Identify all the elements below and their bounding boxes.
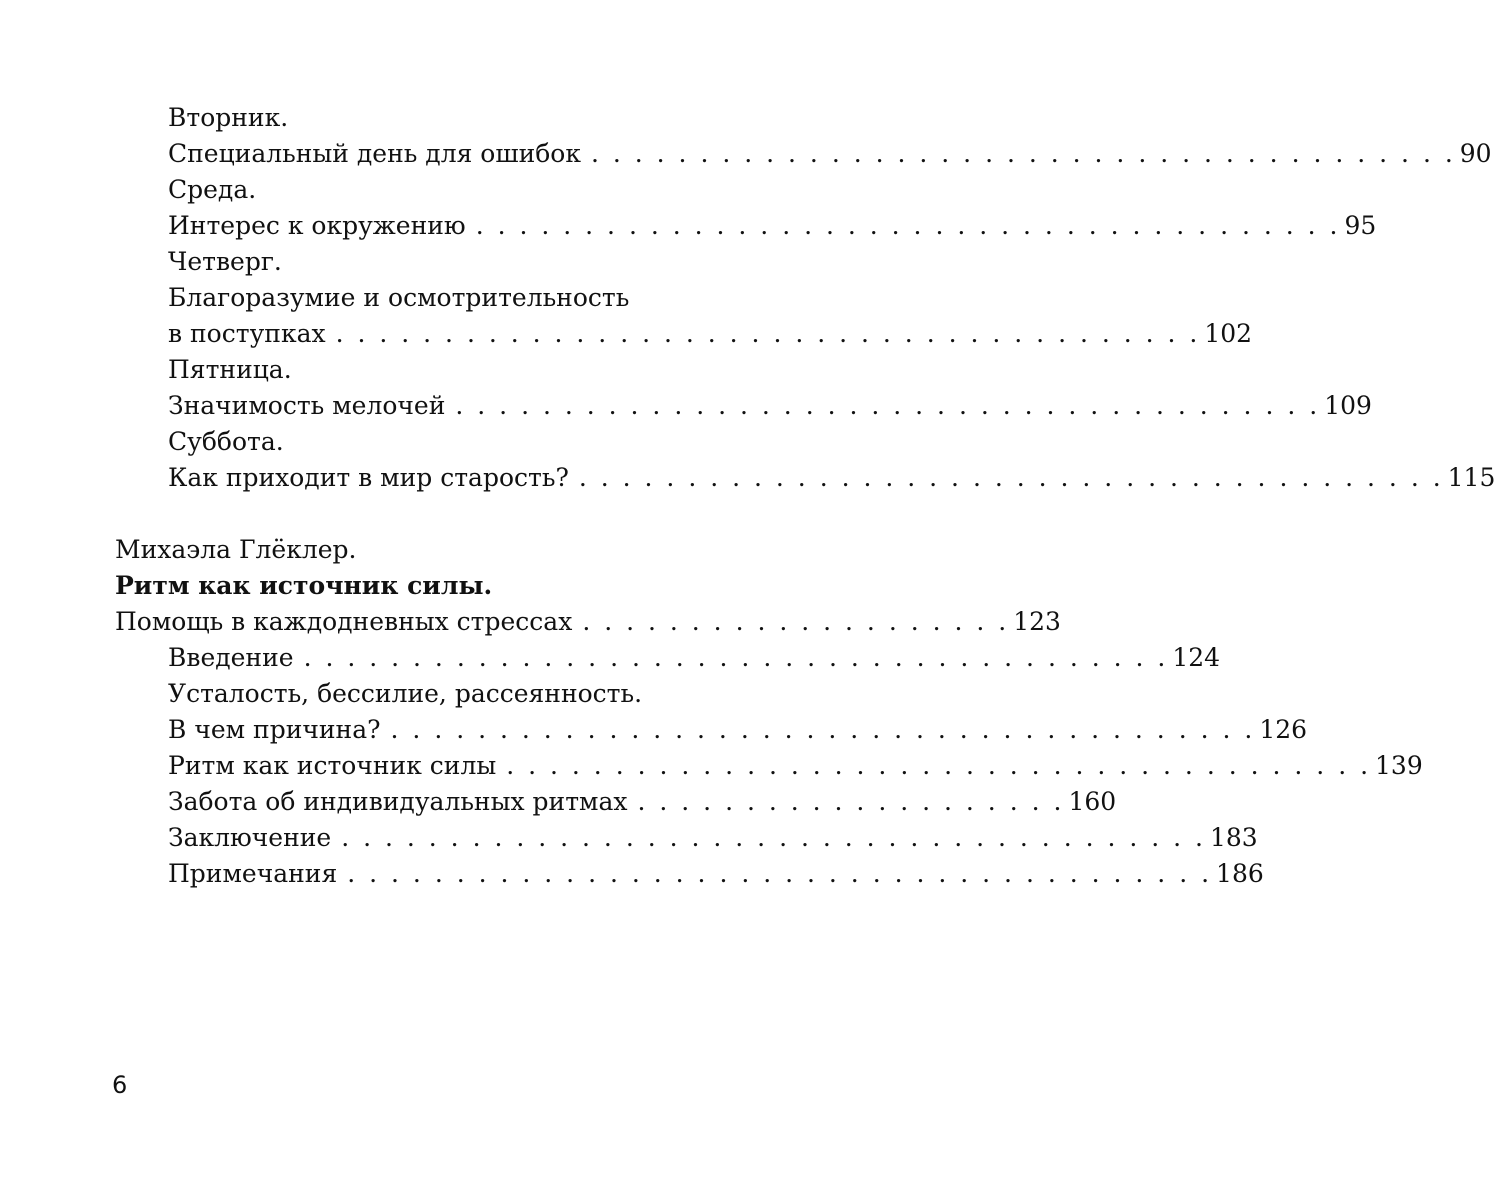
toc-leader-dots: . . . . . . . . . . . . . . . . . . . . . . . . . . . . . . . . . . . . . . . . [335,319,1201,348]
toc-entry-wednesday-heading [168,172,714,208]
toc-entry-text: Введение [168,643,294,672]
toc-entry-text: Вторник. [168,103,289,132]
toc-leader-dots: . . . . . . . . . . . . . . . . . . . . . . . . . . . . . . . . . . . . . . . . [341,823,1206,852]
toc-entry-text: Четверг. [168,247,282,276]
toc-entry-conclusion [168,820,1258,856]
toc-author [115,532,714,568]
toc-entry-text: Интерес к окружению [168,211,466,240]
toc-entry-interest-surroundings [168,208,1377,244]
toc-page-number: 126 [1259,715,1308,744]
toc-page-number: 139 [1375,751,1423,780]
toc-entry-introduction [168,640,1221,676]
toc-page-number: 95 [1344,211,1377,240]
toc-entry-thursday-heading [168,244,714,280]
work-title: Ритм как источник силы. [115,571,493,600]
toc-leader-dots: . . . . . . . . . . . . . . . . . . . . . . . . . . . . . . . . . . . . . . . . [506,751,1372,780]
author-name: Михаэла Глёклер. [115,535,357,564]
toc-entry-text: Примечания [168,859,338,888]
toc-entry-friday-heading [168,352,714,388]
toc-leader-dots: . . . . . . . . . . . . . . . . . . . . . . . . . . . . . . . . . . . . . . . . [475,211,1341,240]
toc-entry-text: Пятница. [168,355,292,384]
toc-page-number: 115 [1447,463,1495,492]
toc-entry-text: Благоразумие и осмотрительность [168,283,630,312]
work-subtitle: Помощь в каждодневных стрессах [115,607,573,636]
toc-entry-old-age [168,460,1495,496]
toc-entry-text: Ритм как источник силы [168,751,497,780]
toc-entry-text: Как приходит в мир старость? [168,463,569,492]
toc-leader-dots: . . . . . . . . . . . . . . . . . . . . . . . . . . . . . . . . . . . . . . . . [590,139,1456,168]
toc-entry-tuesday-heading [168,100,714,136]
toc-entry-notes [168,856,1264,892]
toc-page-number: 102 [1204,319,1253,348]
toc-page-number: 123 [1013,607,1061,636]
toc-entry-text: Заключение [168,823,332,852]
toc-entry-text: В чем причина? [168,715,381,744]
toc-page-number: 183 [1210,823,1258,852]
toc-leader-dots: . . . . . . . . . . . . . . . . . . . . . . . . . . . . . . . . . . . . . . . . [390,715,1256,744]
toc-entry-text: в поступках [168,319,326,348]
toc-leader-dots: . . . . . . . . . . . . . . . . . . . . . . . . . . . . . . . . . . . . . . . . [455,391,1321,420]
toc-entry-individual-rhythms [168,784,1117,820]
toc-leader-dots: . . . . . . . . . . . . . . . . . . . . [582,607,1010,636]
toc-entry-small-things [168,388,1372,424]
toc-entry-text: Специальный день для ошибок [168,139,581,168]
toc-work-subtitle [115,604,1061,640]
toc-entry-text: Значимость мелочей [168,391,446,420]
toc-entry-text: Суббота. [168,427,284,456]
toc-page-number: 90 [1459,139,1492,168]
toc-page-number: 186 [1216,859,1264,888]
toc-leader-dots: . . . . . . . . . . . . . . . . . . . . . . . . . . . . . . . . . . . . . . . . [347,859,1213,888]
toc-entry-prudence-line2 [168,316,1253,352]
toc-leader-dots: . . . . . . . . . . . . . . . . . . . . [637,787,1065,816]
toc-leader-dots: . . . . . . . . . . . . . . . . . . . . . . . . . . . . . . . . . . . . . . . . [303,643,1169,672]
toc-page-number: 124 [1172,643,1221,672]
toc-entry-text: Забота об индивидуальных ритмах [168,787,628,816]
toc-page-number: 160 [1068,787,1117,816]
toc-entry-rhythm-source [168,748,1423,784]
toc-entry-mistakes-day [168,136,1492,172]
toc-entry-text: Усталость, бессилие, рассеянность. [168,679,643,708]
toc-page-number: 109 [1324,391,1372,420]
toc-entry-saturday-heading [168,424,714,460]
toc-work-title [115,568,714,604]
page-number: 6 [112,1071,128,1099]
toc-entry-fatigue-line1 [168,676,714,712]
toc-entry-text: Среда. [168,175,257,204]
toc-leader-dots: . . . . . . . . . . . . . . . . . . . . . . . . . . . . . . . . . . . . . . . . [578,463,1444,492]
toc-entry-prudence-line1 [168,280,714,316]
toc-entry-fatigue-line2 [168,712,1308,748]
